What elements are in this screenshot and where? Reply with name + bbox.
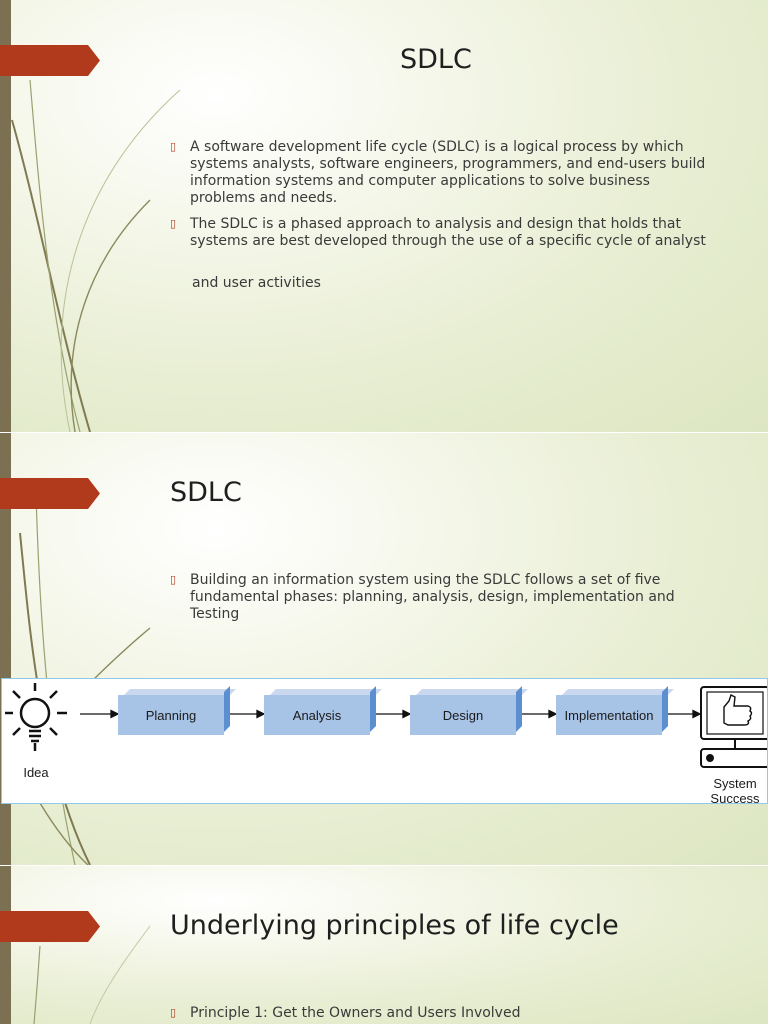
- slide-3: [0, 866, 768, 1024]
- idea-label: Idea: [23, 765, 49, 780]
- computer-thumbs-up-icon: [701, 687, 768, 767]
- bullet-item: [170, 139, 710, 207]
- phase-analysis: [264, 695, 370, 735]
- decorative-curves: [0, 866, 200, 1024]
- slide-title: Underlying principles of life cycle: [170, 910, 619, 941]
- system-success-line2: Success: [710, 791, 760, 804]
- bullet-marker-icon: ▯: [170, 217, 177, 230]
- bullet-continuation: and user activities: [192, 275, 321, 291]
- system-success-line1: System: [713, 776, 757, 791]
- bullet-marker-icon: ▯: [170, 573, 177, 586]
- title-tab-arrow: [0, 478, 100, 509]
- phase-planning: [118, 695, 224, 735]
- system-success-label: [702, 776, 768, 804]
- phase-label: Design: [442, 707, 484, 723]
- title-tab-arrow: [0, 911, 100, 942]
- phase-design: [410, 695, 516, 735]
- lightbulb-icon: [5, 683, 67, 751]
- phase-label: Analysis: [292, 707, 342, 723]
- bullet-marker-icon: ▯: [170, 1006, 177, 1019]
- bullet-item: [170, 1005, 710, 1022]
- bullet-text: Building an information system using the SDLC follows a set of five fundamental phases: planning, analysis, design, implementation and Testing: [190, 572, 675, 622]
- bullet-text: Principle 1: Get the Owners and Users Involved: [190, 1005, 521, 1021]
- slide-title: SDLC: [400, 44, 472, 75]
- slide-1: [0, 0, 768, 432]
- phase-label: Planning: [145, 707, 197, 723]
- bullet-item: [170, 572, 710, 623]
- title-tab-arrow: [0, 45, 100, 76]
- sdlc-phase-diagram: [1, 678, 768, 804]
- bullet-item: [170, 216, 710, 250]
- slide-2: [0, 433, 768, 865]
- phase-implementation: [556, 695, 662, 735]
- slide-title: SDLC: [170, 477, 242, 508]
- bullet-text: A software development life cycle (SDLC) is a logical process by which systems analysts, software engineers, programmers, and end-users build information systems and computer applications to solve business problems and needs.: [190, 139, 706, 206]
- bullet-text: The SDLC is a phased approach to analysis and design that holds that systems are best developed through the use of a specific cycle of analyst: [190, 216, 706, 249]
- phase-label: Implementation: [564, 707, 654, 723]
- bullet-marker-icon: ▯: [170, 140, 177, 153]
